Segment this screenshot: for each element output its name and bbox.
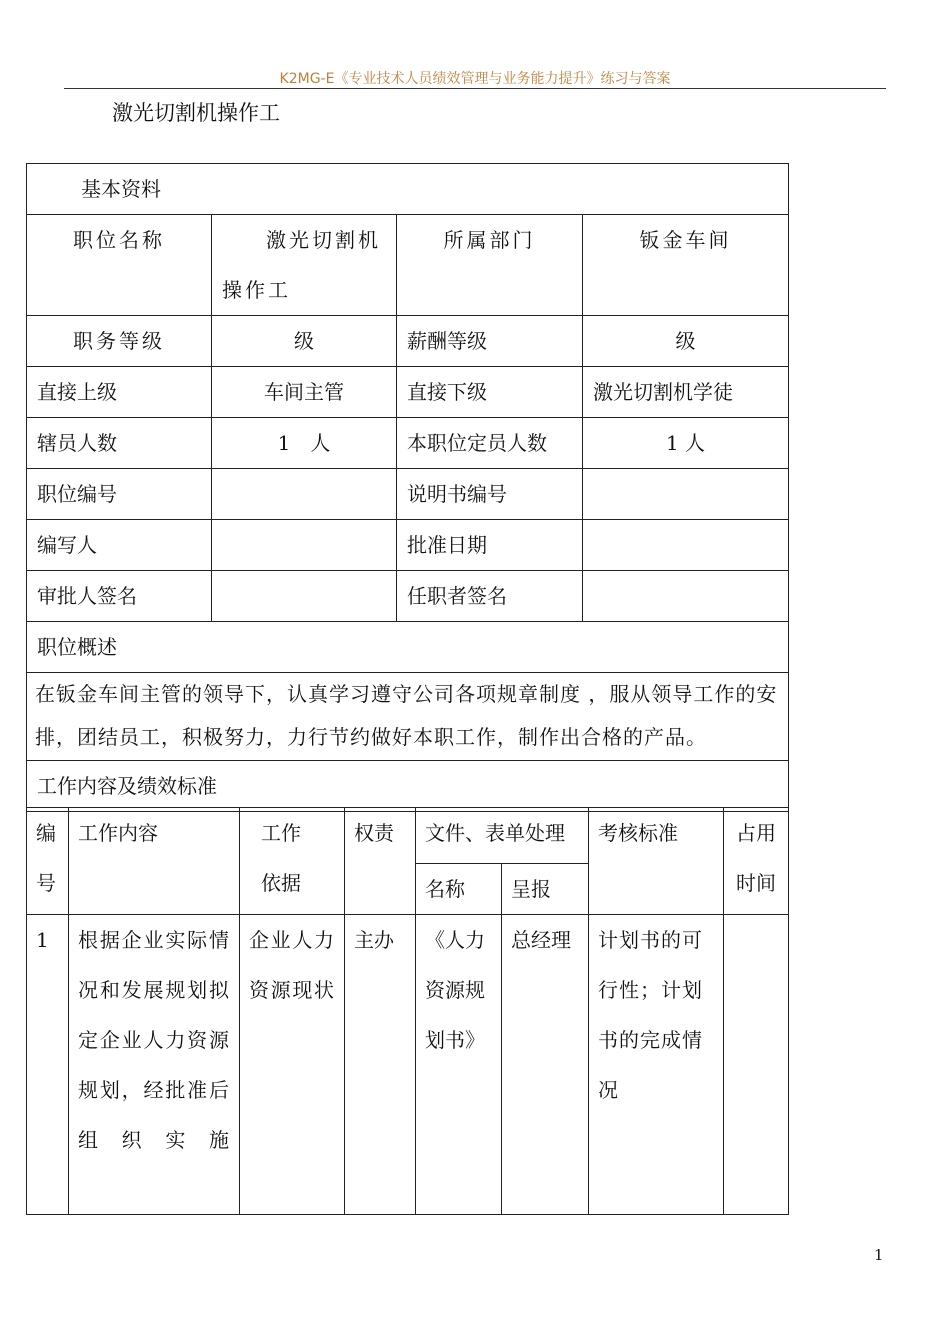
label-department: 所属部门 xyxy=(397,215,583,316)
document-header: K2MG-E《专业技术人员绩效管理与业务能力提升》练习与答案 xyxy=(279,71,671,87)
header-basis: 工作依据 xyxy=(240,808,345,915)
header-content: 工作内容 xyxy=(69,808,240,915)
label-salary-grade: 薪酬等级 xyxy=(397,316,583,367)
row-report: 总经理 xyxy=(502,915,589,1215)
value-direct-subordinate: 激光切割机学徒 xyxy=(583,367,789,418)
value-spec-code xyxy=(583,469,789,520)
header-no: 编号 xyxy=(27,808,69,915)
value-position-code xyxy=(212,469,397,520)
label-approval-date: 批准日期 xyxy=(397,520,583,571)
label-job-grade: 职务等级 xyxy=(27,316,212,367)
row-content: 根据企业实际情况和发展规划拟定企业人力资源规划，经批准后组织实施 xyxy=(69,915,240,1215)
label-approver-signature: 审批人签名 xyxy=(27,571,212,622)
row-time xyxy=(724,915,789,1215)
document-title: 激光切割机操作工 xyxy=(112,101,280,125)
value-staff-count: 1 人 xyxy=(212,418,397,469)
section-basic-info: 基本资料 xyxy=(27,164,789,215)
value-author xyxy=(212,520,397,571)
row-authority: 主办 xyxy=(345,915,416,1215)
value-salary-grade: 级 xyxy=(583,316,789,367)
value-headcount: 1 人 xyxy=(583,418,789,469)
value-department: 钣金车间 xyxy=(583,215,789,316)
header-name: 名称 xyxy=(416,864,502,915)
value-approver-signature xyxy=(212,571,397,622)
header-report: 呈报 xyxy=(502,864,589,915)
label-spec-code: 说明书编号 xyxy=(397,469,583,520)
label-position-name: 职位名称 xyxy=(27,215,212,316)
row-basis: 企业人力资源现状 xyxy=(240,915,345,1215)
value-direct-superior: 车间主管 xyxy=(212,367,397,418)
value-approval-date xyxy=(583,520,789,571)
work-content-table xyxy=(26,807,789,1215)
row-no: 1 xyxy=(27,915,69,1215)
label-direct-superior: 直接上级 xyxy=(27,367,212,418)
label-author: 编写人 xyxy=(27,520,212,571)
label-position-code: 职位编号 xyxy=(27,469,212,520)
value-holder-signature xyxy=(583,571,789,622)
row-criteria: 计划书的可行性；计划书的完成情况 xyxy=(589,915,724,1215)
basic-info-table xyxy=(26,163,789,812)
label-staff-count: 辖员人数 xyxy=(27,418,212,469)
section-work-content: 工作内容及绩效标准 xyxy=(27,761,789,812)
row-doc-name: 《人力资源规划书》 xyxy=(416,915,502,1215)
overview-text: 在钣金车间主管的领导下，认真学习遵守公司各项规章制度 ，服从领导工作的安排，团结员工，积极努力，力行节约做好本职工作，制作出合格的产品。 xyxy=(27,673,789,761)
label-holder-signature: 任职者签名 xyxy=(397,571,583,622)
value-position-name: 激光切割机操作工 xyxy=(212,215,397,316)
header-docs: 文件、表单处理 xyxy=(416,808,589,864)
header-criteria: 考核标准 xyxy=(589,808,724,915)
header-rule xyxy=(64,88,886,89)
header-time: 占用时间 xyxy=(724,808,789,915)
label-headcount: 本职位定员人数 xyxy=(397,418,583,469)
header-authority: 权责 xyxy=(345,808,416,915)
label-direct-subordinate: 直接下级 xyxy=(397,367,583,418)
section-overview: 职位概述 xyxy=(27,622,789,673)
value-job-grade: 级 xyxy=(212,316,397,367)
page-number: 1 xyxy=(874,1246,884,1264)
